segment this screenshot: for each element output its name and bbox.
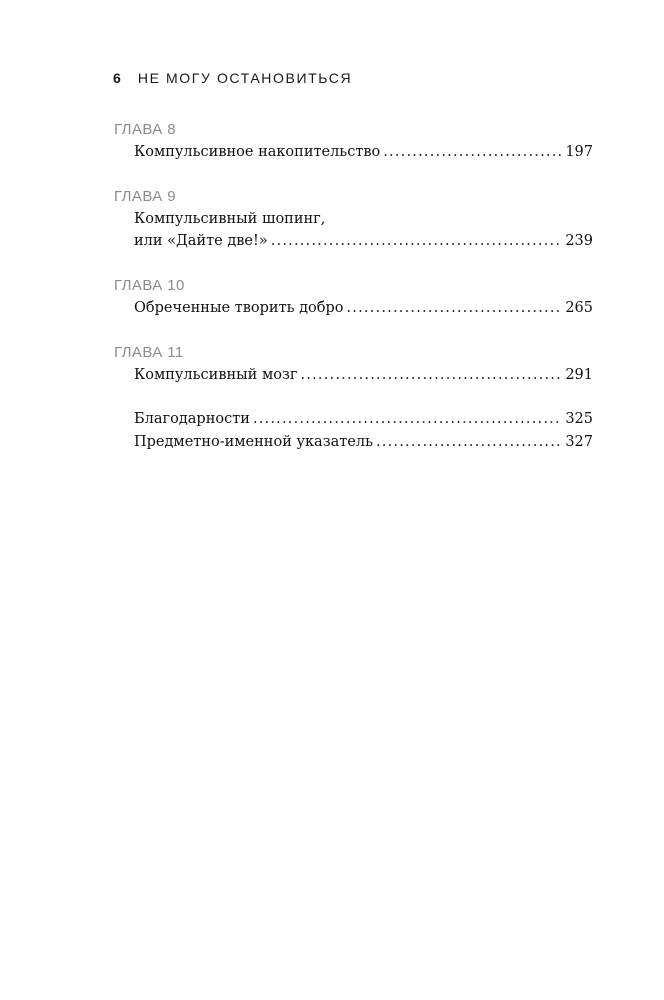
dot-leader: [271, 233, 563, 249]
dot-leader: [300, 367, 562, 383]
chapter-label-11: ГЛАВА 11: [114, 344, 184, 361]
toc-entry-title: Предметно-именной указатель: [134, 434, 373, 450]
chapter-label-10: ГЛАВА 10: [114, 277, 185, 294]
toc-entry-page: 197: [565, 144, 593, 160]
dot-leader: [383, 144, 562, 160]
book-title: НЕ МОГУ ОСТАНОВИТЬСЯ: [137, 70, 353, 86]
toc-entry-ch8[interactable]: [134, 144, 593, 166]
dot-leader: [347, 300, 563, 316]
toc-entry-title: или «Дайте две!»: [134, 233, 268, 249]
toc-entry-page: 239: [565, 233, 593, 249]
toc-entry-title: Благодарности: [134, 411, 250, 427]
toc-entry-ch9[interactable]: [134, 233, 593, 255]
chapter-label-9: ГЛАВА 9: [114, 188, 176, 205]
toc-entry-page: 327: [565, 434, 593, 450]
chapter-label-8: ГЛАВА 8: [114, 121, 176, 138]
dot-leader: [376, 434, 562, 450]
toc-entry-index[interactable]: [134, 434, 593, 456]
page-number: 6: [113, 70, 123, 86]
toc-entry-title-line1: Компульсивный шопинг,: [134, 211, 326, 227]
toc-entry-acknowledgements[interactable]: [134, 411, 593, 433]
toc-entry-ch10[interactable]: [134, 300, 593, 322]
toc-entry-page: 265: [565, 300, 593, 316]
toc-entry-page: 291: [565, 367, 593, 383]
toc-entry-title: Компульсивный мозг: [134, 367, 298, 383]
running-head: [113, 70, 352, 86]
toc-entry-title: Компульсивное накопительство: [134, 144, 381, 160]
toc-entry-ch11[interactable]: [134, 367, 593, 389]
toc-entry-title: Обреченные творить добро: [134, 300, 344, 316]
dot-leader: [253, 411, 562, 427]
toc-entry-page: 325: [565, 411, 593, 427]
